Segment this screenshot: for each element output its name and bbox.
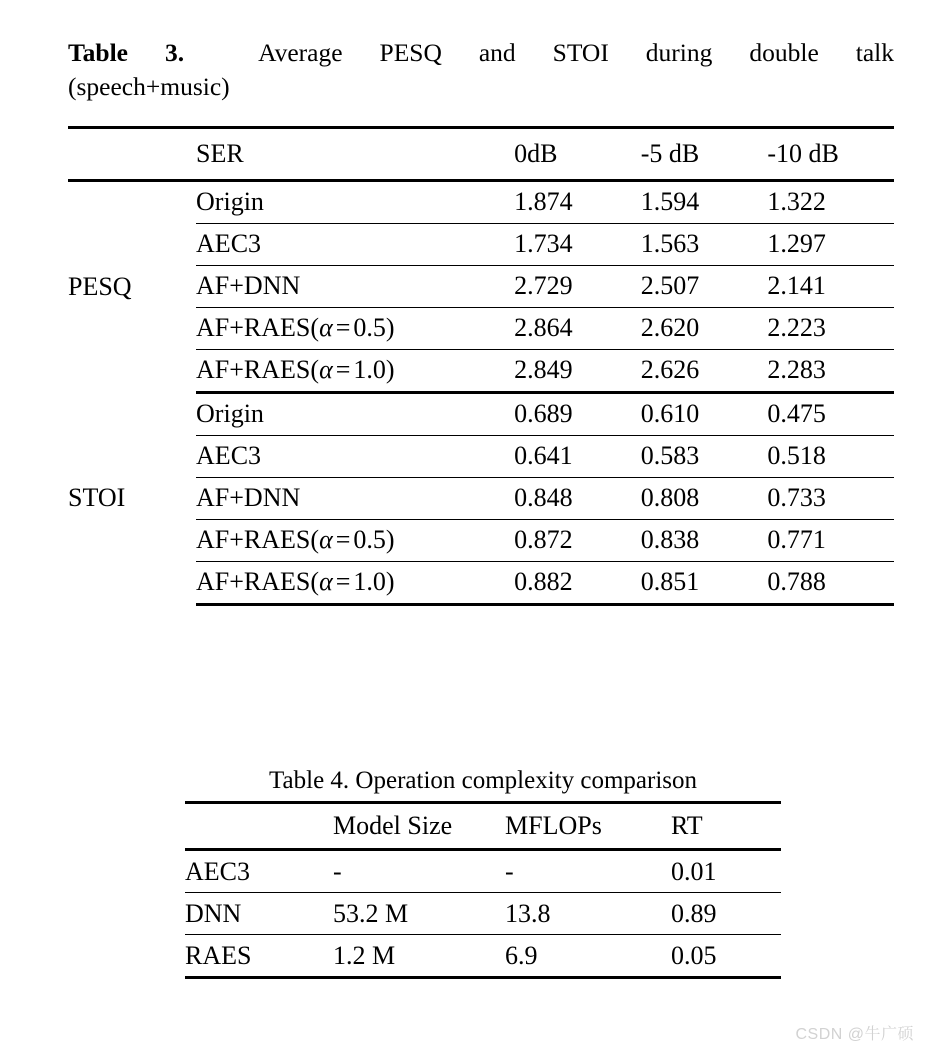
table3-method-text: AF+RAES( <box>196 313 320 343</box>
table3-value: 1.874 <box>514 187 573 217</box>
table3-method: AEC3 <box>196 223 514 265</box>
table3-value: 0.851 <box>641 561 768 604</box>
table3-value: 0.610 <box>640 399 700 429</box>
table3-value: 2.223 <box>767 307 894 349</box>
table3-caption-line1: Average PESQ and STOI during double talk <box>258 38 894 67</box>
table4-rt: 0.01 <box>671 856 717 886</box>
table3-method: AF+DNN <box>196 265 514 307</box>
table3-method <box>196 307 514 349</box>
table3-header-col-m5db: -5 dB <box>641 127 768 180</box>
table4-header-rt: RT <box>671 803 781 850</box>
table3-caption <box>68 36 894 104</box>
equals-symbol: = <box>335 355 351 385</box>
paren-close: ) <box>385 525 395 555</box>
table4-mflops: 6.9 <box>505 935 671 978</box>
paren-close: ) <box>385 567 395 597</box>
table3-method <box>196 519 514 561</box>
paren-close: ) <box>385 313 395 343</box>
table3-value: 0.518 <box>767 435 894 477</box>
table-row <box>68 392 894 435</box>
table4-row-name: DNN <box>185 893 333 935</box>
alpha-symbol: α <box>319 355 333 385</box>
table4-model-size: 1.2 M <box>333 935 505 978</box>
table3-value: 2.283 <box>767 349 894 392</box>
table3-value: 2.849 <box>514 349 641 392</box>
table3-value: 0.689 <box>514 399 573 429</box>
table-row <box>185 850 781 893</box>
equals-symbol: = <box>335 525 351 555</box>
table4-row-name: AEC3 <box>185 856 250 886</box>
table3-group-label-pesq: PESQ <box>68 272 132 302</box>
equals-symbol: = <box>335 313 351 343</box>
table3-method-text: AF+RAES( <box>196 567 320 597</box>
table4-mflops: 13.8 <box>505 893 671 935</box>
table3-value: 2.141 <box>767 265 894 307</box>
alpha-symbol: α <box>319 525 333 555</box>
table3-value: 1.734 <box>514 223 641 265</box>
table3-value: 1.563 <box>641 223 768 265</box>
table3-value: 0.733 <box>767 477 894 519</box>
alpha-value: 1.0 <box>353 567 386 597</box>
table3-value: 0.838 <box>641 519 768 561</box>
alpha-value: 0.5 <box>353 525 386 555</box>
table3-value: 0.475 <box>767 399 826 429</box>
watermark: CSDN @牛广硕 <box>795 1026 914 1043</box>
table4-header-row <box>185 803 781 850</box>
table4-mflops: - <box>505 856 514 886</box>
table4-block <box>185 766 781 979</box>
alpha-value: 1.0 <box>353 355 386 385</box>
equals-symbol: = <box>335 567 351 597</box>
table3-method: AF+DNN <box>196 477 514 519</box>
table3 <box>68 126 894 606</box>
alpha-symbol: α <box>319 313 333 343</box>
table3-block <box>68 36 894 606</box>
table-row <box>185 893 781 935</box>
table3-value: 0.848 <box>514 477 641 519</box>
table4-row-name: RAES <box>185 935 333 978</box>
table3-value: 1.594 <box>640 187 700 217</box>
table4-header-mflops: MFLOPs <box>505 803 671 850</box>
table3-header-row <box>68 127 894 180</box>
table4-caption-text: Operation complexity comparison <box>355 767 697 794</box>
table4-rt: 0.89 <box>671 893 781 935</box>
table3-method <box>196 349 514 392</box>
table3-value: 0.641 <box>514 435 641 477</box>
alpha-symbol: α <box>319 567 333 597</box>
table3-value: 1.322 <box>767 187 826 217</box>
table3-method-text: AF+RAES( <box>196 355 320 385</box>
table3-value: 0.872 <box>514 519 641 561</box>
table3-value: 0.788 <box>767 561 894 604</box>
paren-close: ) <box>385 355 395 385</box>
table3-caption-line2: (speech+music) <box>68 71 230 101</box>
alpha-value: 0.5 <box>353 313 386 343</box>
table3-value: 0.882 <box>514 561 641 604</box>
table3-header-col-0db: 0dB <box>514 127 641 180</box>
table3-caption-label: Table 3 <box>68 38 178 67</box>
table3-header-method: SER <box>196 127 514 180</box>
table4-caption-label: Table 4 <box>269 767 343 794</box>
table3-method <box>196 561 514 604</box>
table4-caption <box>185 766 781 796</box>
table4-model-size: 53.2 M <box>333 893 505 935</box>
table3-caption-sep: . <box>177 38 185 67</box>
table3-value: 1.297 <box>767 223 894 265</box>
table3-value: 2.729 <box>514 265 641 307</box>
table3-method-text: AF+RAES( <box>196 525 320 555</box>
table3-value: 0.583 <box>641 435 768 477</box>
table3-group-label-stoi: STOI <box>68 483 126 513</box>
table3-value: 2.620 <box>641 307 768 349</box>
table4-rt: 0.05 <box>671 935 781 978</box>
table4-header-model-size: Model Size <box>333 803 505 850</box>
table3-header-col-m10db: -10 dB <box>767 127 894 180</box>
table3-method: AEC3 <box>196 435 514 477</box>
table3-value: 2.864 <box>514 307 641 349</box>
table3-value: 2.507 <box>641 265 768 307</box>
table3-method: Origin <box>196 187 264 217</box>
table4-header-name <box>185 803 333 850</box>
table3-value: 0.808 <box>641 477 768 519</box>
table4 <box>185 801 781 979</box>
table3-header-group <box>68 127 196 180</box>
table3-value: 0.771 <box>767 519 894 561</box>
table4-caption-sep: . <box>342 767 350 794</box>
table-row <box>68 180 894 223</box>
table-row <box>185 935 781 978</box>
table3-value: 2.626 <box>641 349 768 392</box>
table4-model-size: - <box>333 856 342 886</box>
table3-method: Origin <box>196 399 264 429</box>
